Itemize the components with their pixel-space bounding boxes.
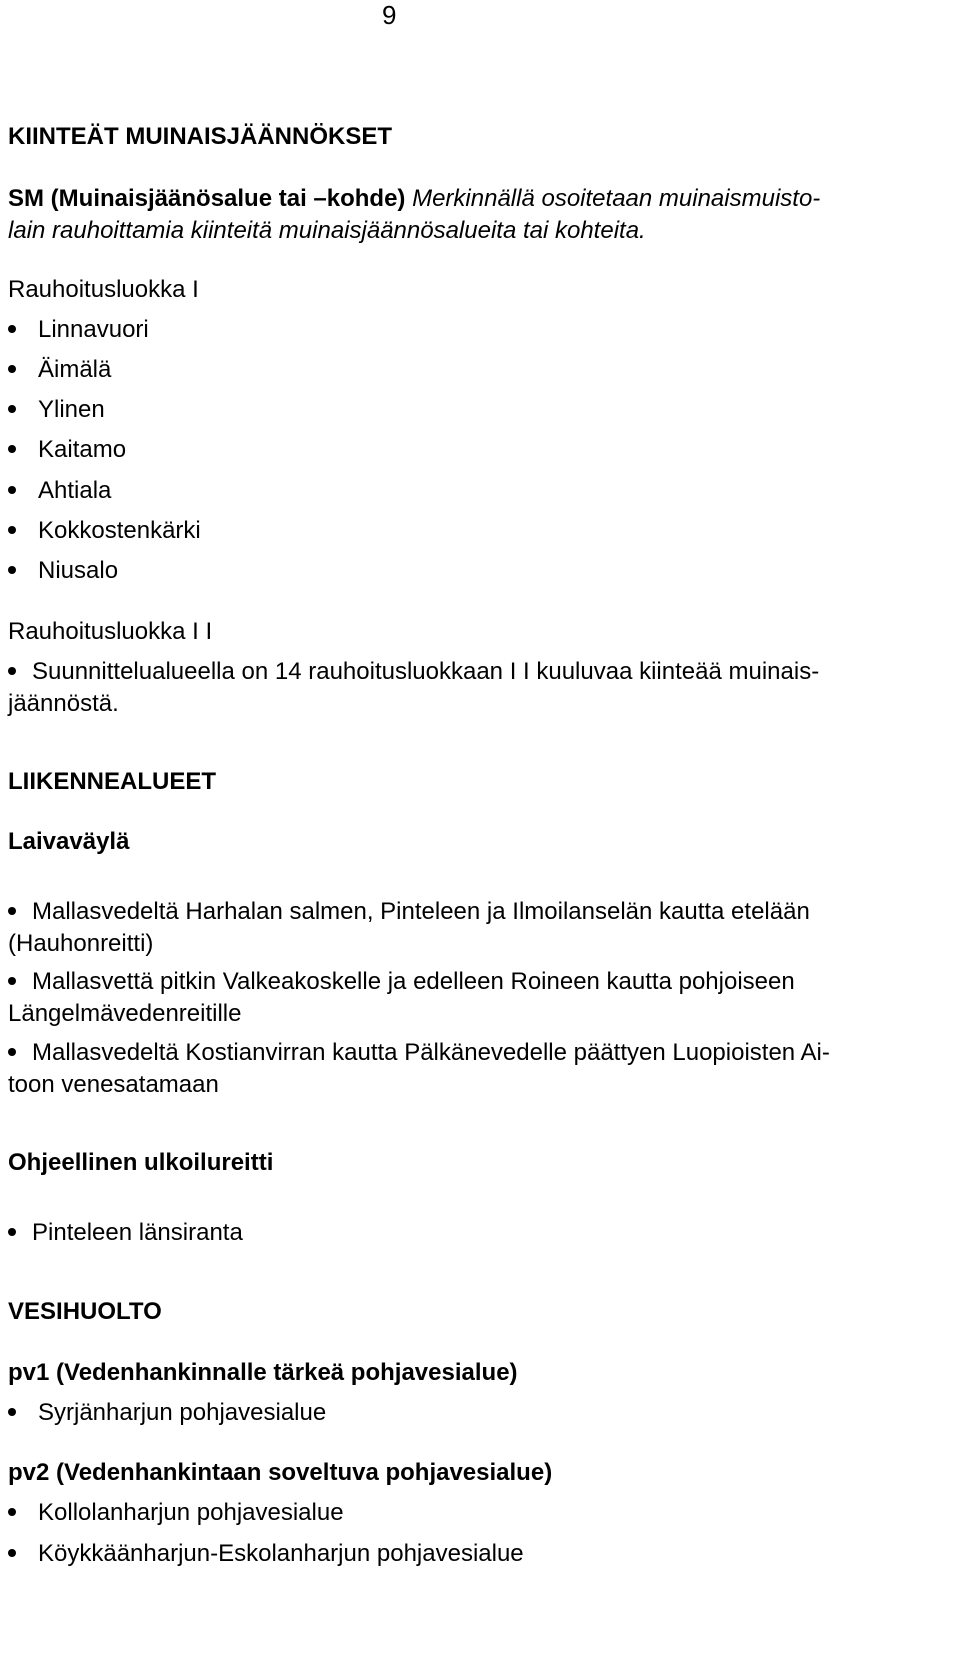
- list-item: [8, 354, 938, 386]
- bullet-icon: [8, 907, 16, 915]
- subheading-pv1: pv1 (Vedenhankinnalle tärkeä pohjavesialue): [8, 1359, 518, 1386]
- bullet-icon: [8, 405, 16, 413]
- sm-definition: [8, 183, 938, 247]
- class1-title: Rauhoitusluokka I: [8, 276, 199, 303]
- heading-liikennealueet: LIIKENNEALUEET: [8, 768, 217, 795]
- sm-text-line1: Merkinnällä osoitetaan muinaismuisto-: [405, 185, 821, 212]
- list-item-label: Niusalo: [38, 557, 119, 584]
- list-item: [8, 966, 938, 1030]
- list-item-label: Köykkäänharjun-Eskolanharjun pohjavesialue: [38, 1540, 524, 1567]
- list-item-continuation: (Hauhonreitti): [8, 930, 154, 957]
- subheading-pv2: pv2 (Vedenhankintaan soveltuva pohjavesialue): [8, 1459, 553, 1486]
- list-item: [8, 555, 938, 587]
- list-item: [8, 896, 938, 960]
- list-item-label: Syrjänharjun pohjavesialue: [38, 1399, 327, 1426]
- bullet-icon: [8, 1549, 16, 1557]
- page-number: 9: [382, 0, 397, 30]
- list-item: [8, 1538, 938, 1570]
- list-item-label: Äimälä: [38, 356, 112, 383]
- heading-kiinteat-muinaisjaannokset: KIINTEÄT MUINAISJÄÄNNÖKSET: [8, 123, 393, 150]
- list-item: [8, 394, 938, 426]
- bullet-icon: [8, 365, 16, 373]
- bullet-icon: [8, 1408, 16, 1416]
- list-item: [8, 434, 938, 466]
- list-item-label: Ylinen: [38, 396, 105, 423]
- list-item-label: Pinteleen länsiranta: [32, 1219, 243, 1246]
- subheading-ohjeellinen-ulkoilureitti: Ohjeellinen ulkoilureitti: [8, 1149, 274, 1176]
- subheading-laivavayla: Laivaväylä: [8, 828, 130, 855]
- list-item-continuation: toon venesatamaan: [8, 1071, 219, 1098]
- bullet-icon: [8, 486, 16, 494]
- bullet-icon: [8, 1508, 16, 1516]
- list-item: [8, 475, 938, 507]
- list-item: [8, 314, 938, 346]
- bullet-icon: [8, 977, 16, 985]
- list-item: [8, 515, 938, 547]
- list-item: [8, 1217, 938, 1249]
- list-item-continuation: jäännöstä.: [8, 690, 119, 717]
- list-item-continuation: Längelmävedenreitille: [8, 1000, 242, 1027]
- list-item-label: Linnavuori: [38, 316, 149, 343]
- sm-label: SM (Muinaisjäänösalue tai –kohde): [8, 185, 406, 212]
- bullet-icon: [8, 566, 16, 574]
- list-item-label: Mallasvedeltä Kostianvirran kautta Pälkänevedelle päättyen Luopioisten Ai-: [32, 1039, 830, 1066]
- list-item: [8, 656, 938, 720]
- heading-vesihuolto: VESIHUOLTO: [8, 1298, 162, 1325]
- list-item: [8, 1397, 938, 1429]
- bullet-icon: [8, 445, 16, 453]
- bullet-icon: [8, 325, 16, 333]
- list-item-label: Kaitamo: [38, 436, 127, 463]
- bullet-icon: [8, 1228, 16, 1236]
- bullet-icon: [8, 526, 16, 534]
- list-item: [8, 1497, 938, 1529]
- bullet-icon: [8, 667, 16, 675]
- list-item-label: Ahtiala: [38, 477, 112, 504]
- list-item: [8, 1037, 938, 1101]
- sm-text-line2: lain rauhoittamia kiinteitä muinaisjäännösalueita tai kohteita.: [8, 217, 646, 244]
- list-item-label: Mallasvedeltä Harhalan salmen, Pinteleen ja Ilmoilanselän kautta etelään: [32, 898, 810, 925]
- list-item-label: Mallasvettä pitkin Valkeakoskelle ja edelleen Roineen kautta pohjoiseen: [32, 968, 795, 995]
- class2-title: Rauhoitusluokka I I: [8, 618, 213, 645]
- list-item-label: Suunnittelualueella on 14 rauhoitusluokkaan I I kuuluvaa kiinteää muinais-: [32, 658, 820, 685]
- bullet-icon: [8, 1048, 16, 1056]
- list-item-label: Kokkostenkärki: [38, 517, 201, 544]
- list-item-label: Kollolanharjun pohjavesialue: [38, 1499, 344, 1526]
